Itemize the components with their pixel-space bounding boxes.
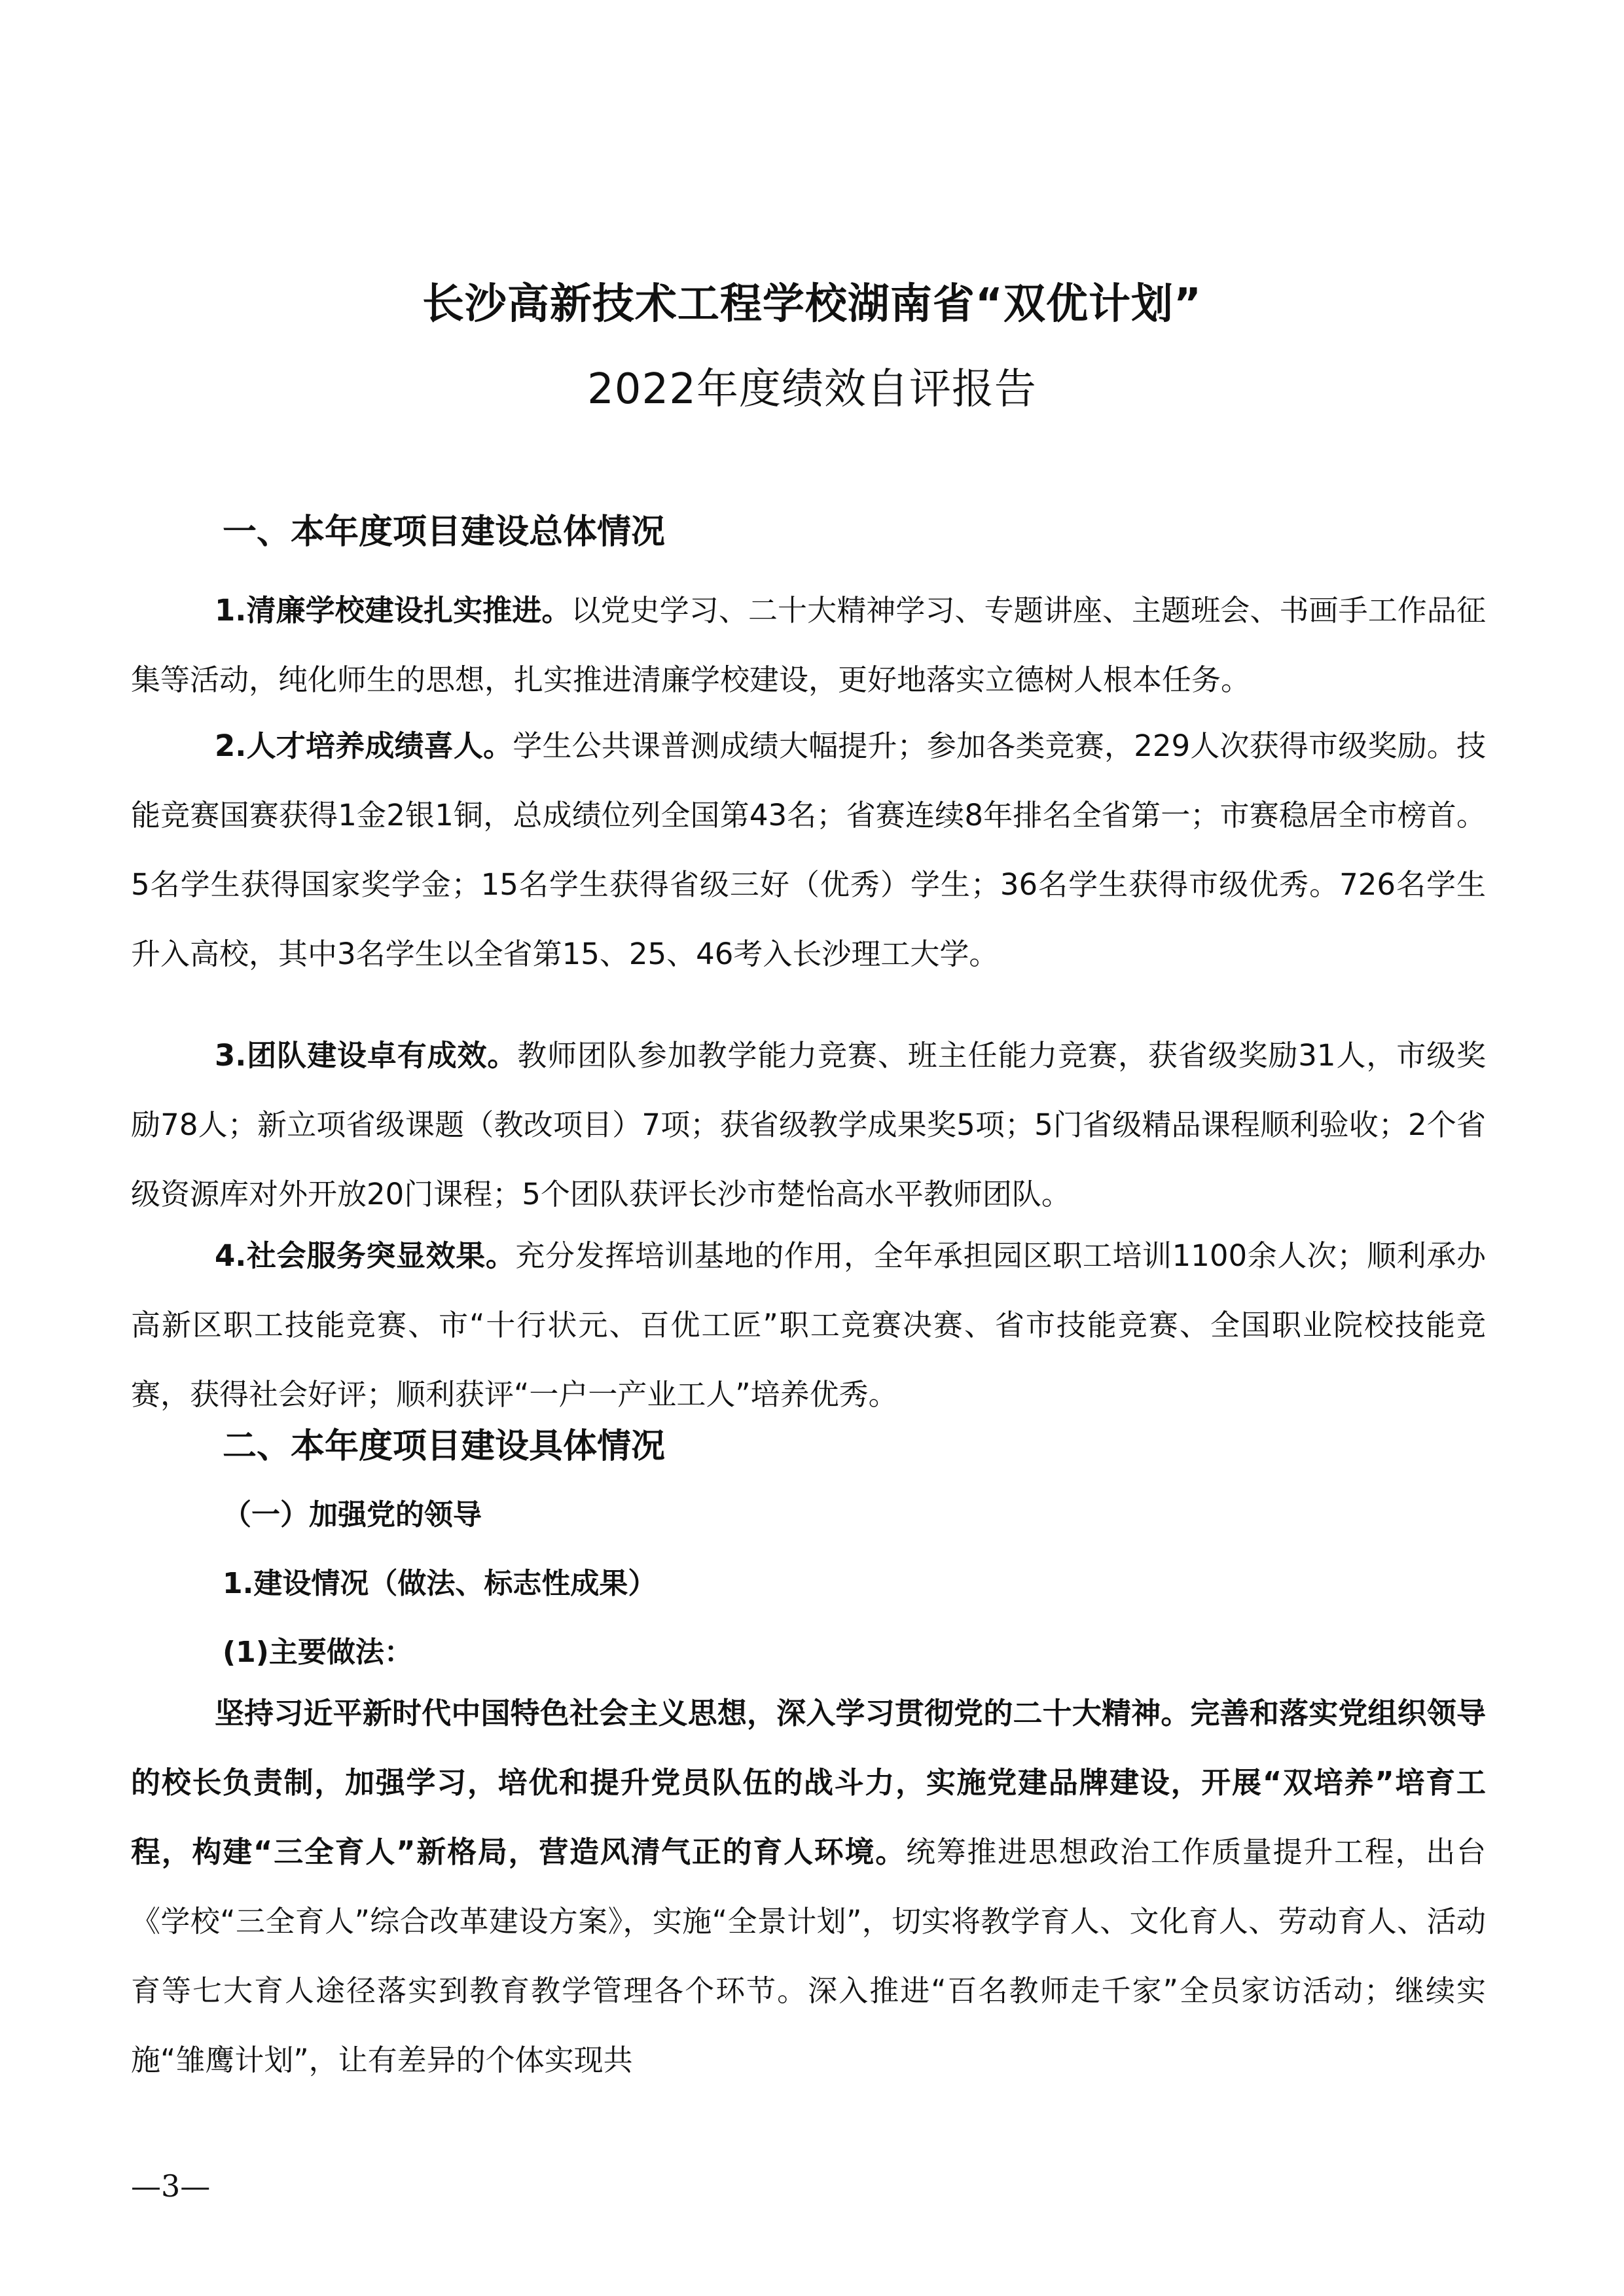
paragraph-1-body: 以党史学习、二十大精神学习、专题讲座、主题班会、书画手工作品征集等活动，纯化师生的思想，扎实推进清廉学校建设，更好地落实立德树人根本任务。	[131, 593, 1486, 697]
paragraph-1	[131, 576, 1486, 715]
section1-heading: 一、本年度项目建设总体情况	[223, 512, 666, 552]
paragraph-3-body: 教师团队参加教学能力竞赛、班主任能力竞赛，获省级奖励31人，市级奖励78人；新立项省级课题（教改项目）7项；获省级教学成果奖5项；5门省级精品课程顺利验收；2个省级资源库对外开放20门课程；5个团队获评长沙市楚怡高水平教师团队。	[131, 1038, 1486, 1211]
paragraph-3-lead: 3.团队建设卓有成效。	[215, 1038, 518, 1073]
section2-heading: 二、本年度项目建设具体情况	[223, 1427, 666, 1466]
report-title-line1: 长沙高新技术工程学校湖南省“双优计划”	[422, 280, 1202, 329]
paragraph-1-lead: 1.清廉学校建设扎实推进。	[215, 593, 571, 628]
paragraph-5-body: 统筹推进思想政治工作质量提升工程，出台《学校“三全育人”综合改革建设方案》，实施“全景计划”，切实将教学育人、文化育人、劳动育人、活动育等七大育人途径落实到教育教学管理各个环节。深入推进“百名教师走千家”全员家访活动；继续实施“雏鹰计划”，让有差异的个体实现共	[131, 1835, 1486, 2077]
paragraph-4	[131, 1221, 1486, 1429]
subsection-item: 1.建设情况（做法、标志性成果）	[223, 1567, 657, 1600]
subsection-heading: （一）加强党的领导	[223, 1498, 482, 1532]
paragraph-5-lead: 坚持习近平新时代中国特色社会主义思想，深入学习贯彻党的二十大精神。完善和落实党组织领导的校长负责制，加强学习，培优和提升党员队伍的战斗力，实施党建品牌建设，开展“双培养”培育工程，构建“三全育人”新格局，营造风清气正的育人环境。	[131, 1696, 1486, 1869]
paragraph-2-lead: 2.人才培养成绩喜人。	[215, 728, 513, 763]
paragraph-4-body: 充分发挥培训基地的作用，全年承担园区职工培训1100余人次；顺利承办高新区职工技能竞赛、市“十行状元、百优工匠”职工竞赛决赛、省市技能竞赛、全国职业院校技能竞赛，获得社会好评；顺利获评“一户一产业工人”培养优秀。	[131, 1238, 1486, 1412]
paragraph-2-body: 学生公共课普测成绩大幅提升；参加各类竞赛，229人次获得市级奖励。技能竞赛国赛获得1金2银1铜，总成绩位列全国第43名；省赛连续8年排名全省第一；市赛稳居全市榜首。5名学生获得国家奖学金；15名学生获得省级三好（优秀）学生；36名学生获得市级优秀。726名学生升入高校，其中3名学生以全省第15、25、46考入长沙理工大学。	[131, 728, 1486, 971]
paragraph-2	[131, 711, 1486, 989]
page-number: —3—	[131, 2168, 211, 2204]
paragraph-5	[131, 1679, 1486, 2095]
subsection-subitem: (1)主要做法：	[223, 1636, 413, 1669]
paragraph-4-lead: 4.社会服务突显效果。	[215, 1238, 516, 1273]
report-title-line2: 2022年度绩效自评报告	[587, 365, 1037, 414]
paragraph-3	[131, 1021, 1486, 1229]
